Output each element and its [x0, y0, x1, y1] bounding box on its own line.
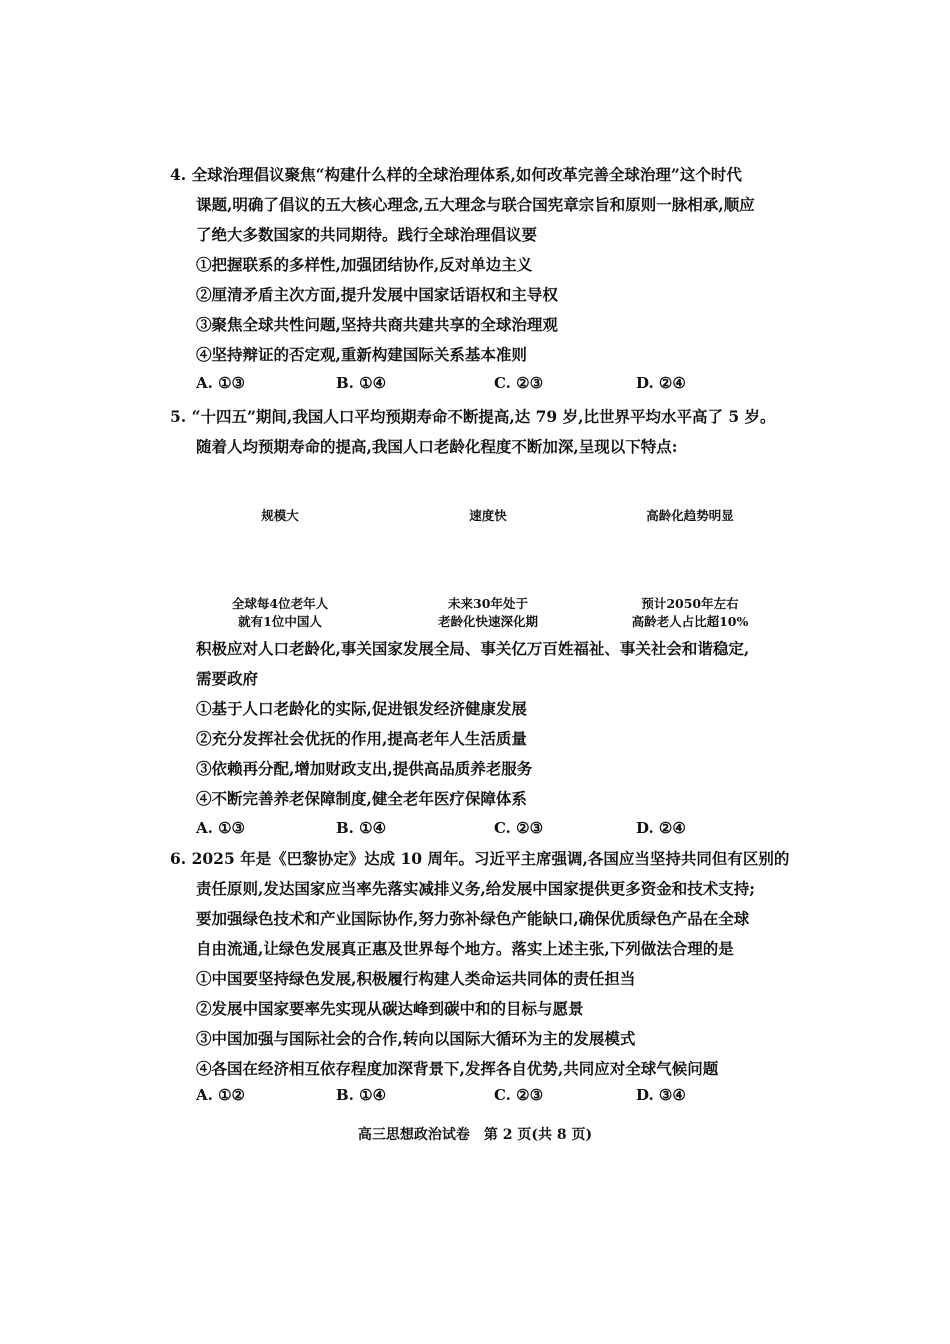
q6-option-b[interactable]: B. ①④ [336, 1086, 387, 1104]
aging-header-scale: 规模大 [261, 508, 299, 523]
aging-detail-scale: 全球每4位老年人 就有1位中国人 [231, 596, 329, 629]
q5-stem2-line-1: 积极应对人口老龄化,事关国家发展全局、事关亿万百姓福祉、事关社会和谐稳定, [196, 639, 750, 658]
q6-item-3: ③中国加强与国际社会的合作,转向以国际大循环为主的发展模式 [196, 1029, 636, 1048]
q4-item-3: ③聚焦全球共性问题,坚持共商共建共享的全球治理观 [196, 315, 558, 334]
q5-option-a[interactable]: A. ①③ [196, 819, 245, 837]
q6-stem-line-2: 责任原则,发达国家应当率先落实减排义务,给发展中国家提供更多资金和技术支持; [196, 879, 756, 898]
q4-item-2: ②厘清矛盾主次方面,提升发展中国家话语权和主导权 [196, 285, 558, 304]
q5-option-b[interactable]: B. ①④ [336, 819, 387, 837]
q6-option-d[interactable]: D. ③④ [636, 1086, 686, 1104]
question-5-continued [170, 634, 790, 814]
q5-stem-line-1: 5. “十四五”期间,我国人口平均预期寿命不断提高,达 79 岁,比世界平均水平高了 5 岁。 [170, 407, 776, 426]
page-footer: 高三思想政治试卷 第 2 页(共 8 页) [357, 1127, 593, 1143]
q4-stem-line-3: 了绝大多数国家的共同期待。践行全球治理倡议要 [196, 225, 538, 244]
q4-option-c[interactable]: C. ②③ [494, 374, 544, 392]
q5-item-4: ④不断完善养老保障制度,健全老年医疗保障体系 [196, 789, 527, 808]
question-4 [170, 160, 790, 370]
q4-item-4: ④坚持辩证的否定观,重新构建国际关系基本准则 [196, 345, 527, 364]
q6-stem-line-4: 自由流通,让绿色发展真正惠及世界每个地方。落实上述主张,下列做法合理的是 [196, 939, 734, 958]
q4-option-d[interactable]: D. ②④ [636, 374, 686, 392]
q6-item-2: ②发展中国家要率先实现从碳达峰到碳中和的目标与愿景 [196, 999, 584, 1018]
q6-option-c[interactable]: C. ②③ [494, 1086, 544, 1104]
q6-option-a[interactable]: A. ①② [196, 1086, 245, 1104]
q5-item-2: ②充分发挥社会优抚的作用,提高老年人生活质量 [196, 729, 527, 748]
q5-item-1: ①基于人口老龄化的实际,促进银发经济健康发展 [196, 699, 527, 718]
question-5 [170, 402, 790, 462]
q5-option-d[interactable]: D. ②④ [636, 819, 686, 837]
question-6 [170, 844, 790, 1084]
aging-header-elderly: 高龄化趋势明显 [646, 508, 734, 523]
q6-stem-line-3: 要加强绿色技术和产业国际协作,努力弥补绿色产能缺口,确保优质绿色产品在全球 [196, 909, 750, 928]
q5-stem2-line-2: 需要政府 [196, 669, 259, 688]
aging-header-speed: 速度快 [469, 508, 507, 523]
aging-detail-elderly: 预计2050年左右 高龄老人占比超10% [631, 596, 749, 629]
q6-number: 6. [170, 849, 187, 868]
aging-detail-speed: 未来30年处于 老龄化快速深化期 [437, 596, 538, 629]
q4-stem-line-1: 4. 全球治理倡议聚焦“构建什么样的全球治理体系,如何改革完善全球治理”这个时代 [170, 165, 742, 184]
q4-stem-line-2: 课题,明确了倡议的五大核心理念,五大理念与联合国宪章宗旨和原则一脉相承,顺应 [196, 195, 755, 214]
q4-option-a[interactable]: A. ①③ [196, 374, 245, 392]
q6-item-1: ①中国要坚持绿色发展,积极履行构建人类命运共同体的责任担当 [196, 969, 636, 988]
q5-stem-line-2: 随着人均预期寿命的提高,我国人口老龄化程度不断加深,呈现以下特点: [196, 437, 678, 456]
q5-option-c[interactable]: C. ②③ [494, 819, 544, 837]
q4-number: 4. [170, 165, 187, 184]
q5-item-3: ③依赖再分配,增加财政支出,提供高品质养老服务 [196, 759, 533, 778]
q5-number: 5. [170, 407, 187, 426]
q6-stem-line-1: 6. 2025 年是《巴黎协定》达成 10 周年。习近平主席强调,各国应当坚持共同但有区别的 [170, 849, 790, 868]
q4-option-b[interactable]: B. ①④ [336, 374, 387, 392]
q4-item-1: ①把握联系的多样性,加强团结协作,反对单边主义 [196, 255, 533, 274]
q6-item-4: ④各国在经济相互依存程度加深背景下,发挥各自优势,共同应对全球气候问题 [196, 1059, 719, 1078]
